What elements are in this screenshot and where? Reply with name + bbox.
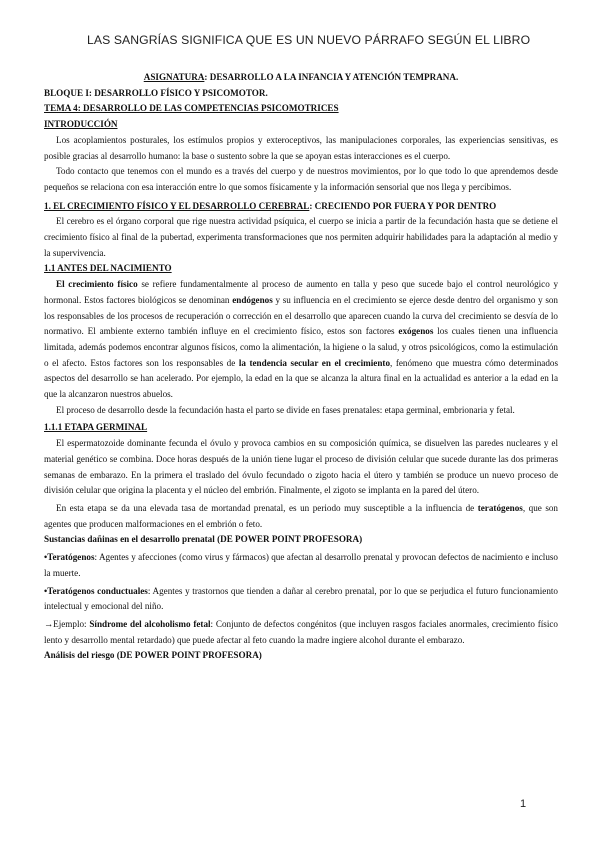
bloque-heading: BLOQUE I: DESARROLLO FÍSICO Y PSICOMOTOR.	[44, 87, 268, 98]
sustancias-item-conductuales: •Teratógenos conductuales: Agentes y trastornos que tienden a dañar al cerebro prenatal, por lo que se perjudica el futuro funcionamiento intelectual y emocional del niño.	[44, 585, 558, 612]
term-crecimiento-fisico: El crecimiento físico	[56, 279, 138, 290]
page-number: 1	[520, 798, 527, 810]
section-1-heading-rest: : CRECIENDO POR FUERA Y POR DENTRO	[309, 200, 497, 211]
introduccion-heading: INTRODUCCIÓN	[44, 119, 118, 130]
section-1-heading	[44, 199, 558, 215]
tema-heading: TEMA 4: DESARROLLO DE LAS COMPETENCIAS PSICOMOTRICES	[44, 103, 339, 114]
analisis-heading: Análisis del riesgo (DE POWER POINT PROFESORA)	[44, 650, 262, 661]
term-endogenos: endógenos	[232, 294, 273, 305]
sustancias-item-teratogenos: •Teratógenos: Agentes y afecciones (como virus y fármacos) que afectan al desarrollo prenatal y provocan defectos de nacimiento e incluso la muerte.	[44, 552, 558, 578]
intro-paragraph-2: Todo contacto que tenemos con el mundo es a través del cuerpo y de nuestros movimientos, por lo que todo lo que aprendemos desde pequeños se relaciona con esa interacción entre lo que somos físicamente y la información sensorial que nos llega y percibimos.	[44, 166, 558, 192]
section-1-1-paragraph-1: El crecimiento físico se refiere fundamentalmente al proceso de aumento en talla y peso que sucede bajo el control neurológico y hormonal. Estos factores biológicos se denominan endógenos y su influencia en el crecimiento se ejerce desde dentro del organismo y son los responsables de los procesos de recuperación o corrección en el desarrollo que aparecen cuando la curva del crecimiento se desvía de lo normativo. El ambiente externo también influye en el crecimiento físico, estos son factores exógenos los cuales tienen una influencia limitada, además podemos encontrar algunos físicos, como la alimentación, la higiene o la salud, y otros psicológicos, como la estimulación o el afecto. Estos factores son los responsables de la tendencia secular en el crecimiento, fenómeno que muestra cómo determinados aspectos del desarrollo se han acelerado. Por ejemplo, la edad en la que se alcanza la altura final en la actualidad es anterior a la edad en la que la alcanzaron nuestros abuelos.	[44, 279, 559, 400]
section-1-paragraph: El cerebro es el órgano corporal que rige nuestra actividad psíquica, el cuerpo se inicia a partir de la fecundación hasta que se detiene el crecimiento físico al final de la pubertad, experimenta transformaciones que nos permiten adquirir habilidades para la adaptación al medio y la supervivencia.	[44, 216, 558, 258]
section-1-1-heading: 1.1 ANTES DEL NACIMIENTO	[44, 263, 172, 274]
term-exogenos: exógenos	[398, 326, 434, 337]
section-1-1-1-heading: 1.1.1 ETAPA GERMINAL	[44, 422, 148, 433]
asignatura-value: : DESARROLLO A LA INFANCIA Y ATENCIÓN TEMPRANA.	[204, 72, 459, 82]
etapa-germinal-paragraph-1: El espermatozoide dominante fecunda el óvulo y provoca cambios en su composición química, se disuelven las paredes nucleares y el material genético se combina. Doce horas después de la unión tiene lugar el proceso de división celular que sucede durante las dos primeras semanas de embarazo. En la primera el traslado del óvulo fecundado o zigoto hacia el útero y también se produce un nuevo proceso de división celular que origina la placenta y el núcleo del embrión. Finalmente, el zigoto se implanta en la pared del útero.	[44, 438, 558, 496]
section-1-heading-underlined: 1. EL CRECIMIENTO FÍSICO Y EL DESARROLLO CEREBRAL	[44, 200, 310, 211]
etapa-germinal-paragraph-2: En esta etapa se da una elevada tasa de mortandad prenatal, es un periodo muy susceptible a la influencia de teratógenos, que son agentes que producen malformaciones en el embrión o feto.	[44, 502, 558, 529]
sustancias-item-ejemplo: →Ejemplo: Síndrome del alcoholismo fetal: Conjunto de defectos congénitos (que incluyen rasgos faciales anormales, crecimiento físico lento y desarrollo mental retardado) que puede afectar al feto cuando la madre ingiere alcohol durante el embarazo.	[44, 618, 558, 645]
section-1-1-paragraph-2: El proceso de desarrollo desde la fecundación hasta el parto se divide en fases prenatales: etapa germinal, embrionaria y fetal.	[56, 404, 515, 415]
term-teratogenos: teratógenos	[477, 502, 523, 513]
document-body	[44, 70, 558, 664]
asignatura-label: ASIGNATURA	[143, 72, 205, 82]
term-tendencia-secular: la tendencia secular en el crecimiento	[238, 357, 391, 368]
header-note: LAS SANGRÍAS SIGNIFICA QUE ES UN NUEVO PÁRRAFO SEGÚN EL LIBRO	[87, 33, 531, 47]
intro-paragraph-1: Los acoplamientos posturales, los estímulos propios y exteroceptivos, las manipulaciones corporales, las experiencias sensitivas, es posible gracias al desarrollo humano: la base o sustento sobre la que se apoyan estas interacciones es el cuerpo.	[44, 134, 558, 161]
sustancias-heading: Sustancias dañinas en el desarrollo prenatal (DE POWER POINT PROFESORA)	[44, 534, 363, 545]
asignatura-heading	[44, 70, 558, 86]
